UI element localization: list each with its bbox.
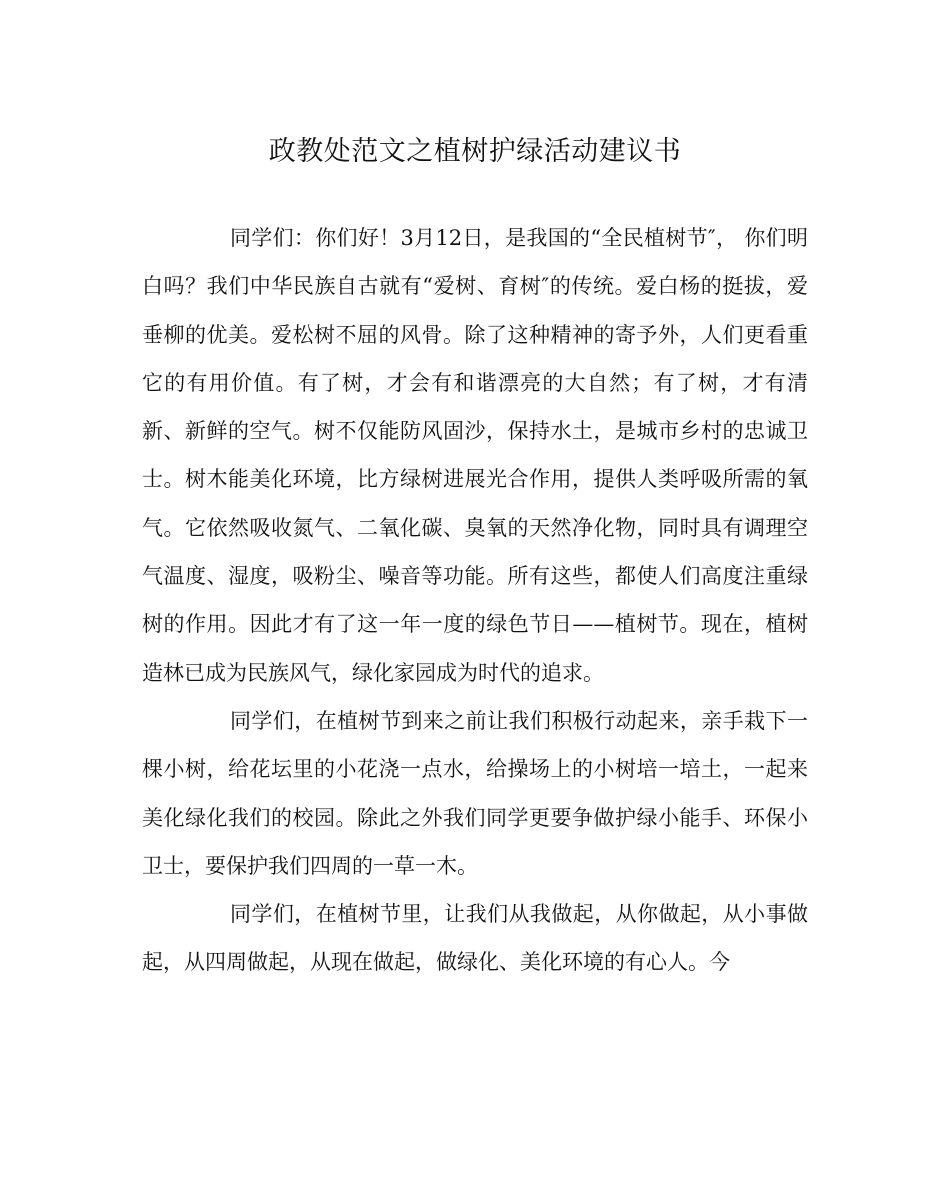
paragraph-1: 同学们：你们好！3月12日，是我国的“全民植树节″， 你们明白吗？我们中华民族自古就有“爱树、育树″的传统。爱白杨的挺拔，爱垂柳的优美。爱松树不屈的风骨。除了这种精神的寄予外，人们更看重它的有用价值。有了树，才会有和谐漂亮的大自然；有了树，才有清新、新鲜的空气。树不仅能防风固沙，保持水土，是城市乡村的忠诚卫士。树木能美化环境，比方绿树进展光合作用，提供人类呼吸所需的氧气。它依然吸收氮气、二氧化碳、臭氧的天然净化物，同时具有调理空气温度、湿度，吸粉尘、噪音等功能。所有这些，都使人们高度注重绿树的作用。因此才有了这一年一度的绿色节日——植树节。现在，植树造林已成为民族风气，绿化家园成为时代的追求。: [142, 226, 808, 685]
paragraph-2: 同学们，在植树节到来之前让我们积极行动起来，亲手栽下一棵小树，给花坛里的小花浇一点水，给操场上的小树培一培土，一起来美化绿化我们的校园。除此之外我们同学更要争做护绿小能手、环保小卫士，要保护我们四周的一草一木。: [142, 708, 808, 878]
document-body: [142, 214, 808, 987]
document-title: 政教处范文之植树护绿活动建议书: [268, 136, 682, 167]
paragraph-3: 同学们，在植树节里，让我们从我做起，从你做起，从小事做起，从四周做起，从现在做起，做绿化、美化环境的有心人。今: [142, 902, 808, 975]
